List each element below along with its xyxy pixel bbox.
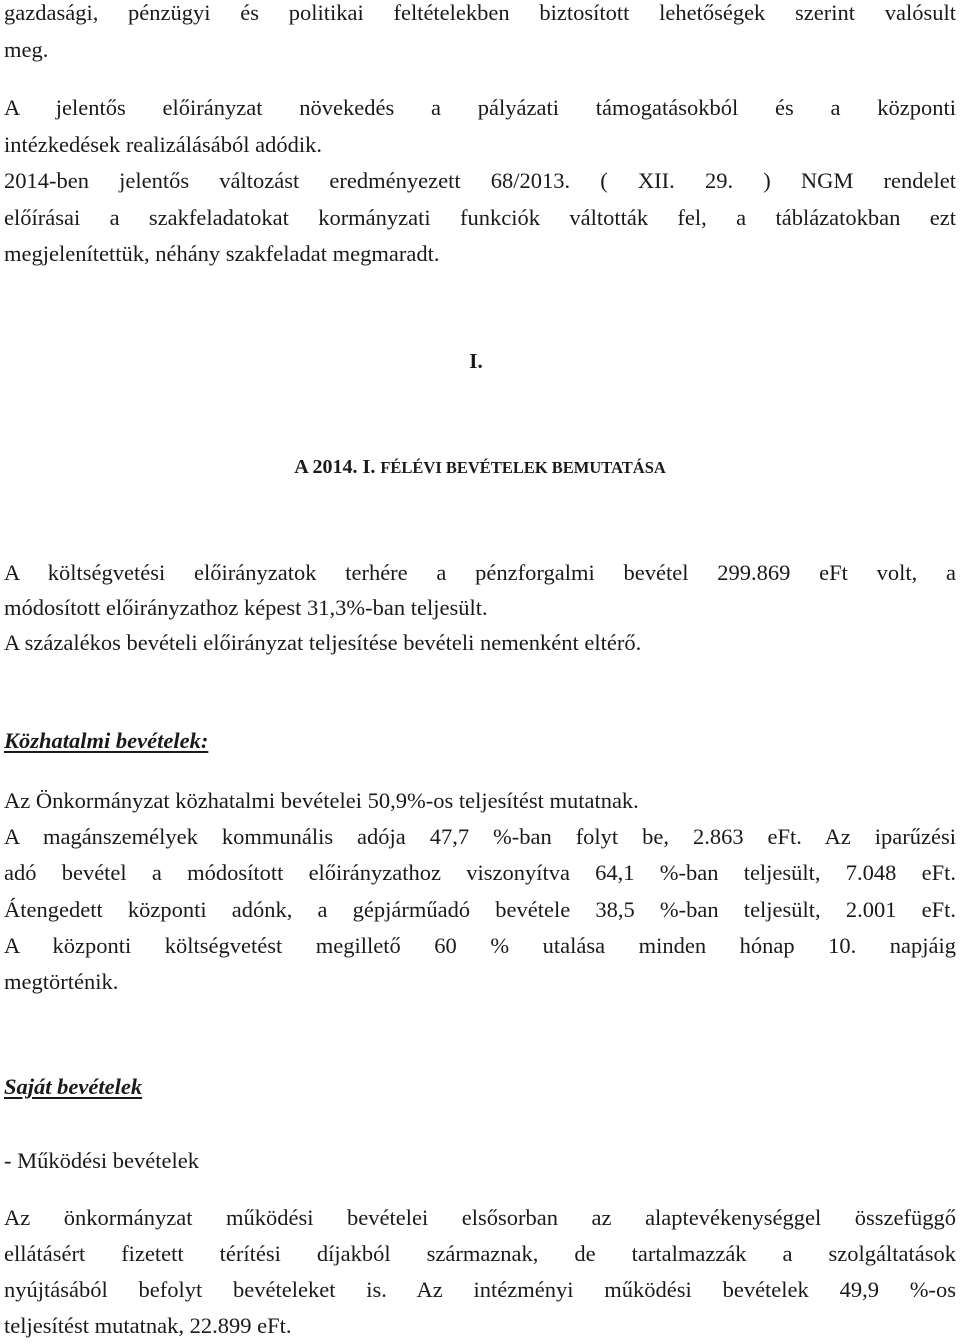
own-revenue-paragraph — [4, 1200, 956, 1344]
operating-revenue-subtitle: - Működési bevételek — [4, 1148, 199, 1173]
section-roman: I. — [469, 349, 483, 373]
public-revenue-paragraph — [4, 783, 956, 1000]
text-line: A magánszemélyek kommunális adója 47,7 %-ban folyt be, 2.863 eFt. Az iparűzési — [4, 824, 956, 850]
text-line: megtörténik. — [4, 969, 119, 995]
text-line: adó bevétel a módosított előirányzathoz viszonyítva 64,1 %-ban teljesült, 7.048 eFt. — [4, 860, 956, 886]
text-line: Az Önkormányzat közhatalmi bevételei 50,9%-os teljesítést mutatnak. — [4, 788, 639, 813]
text-line: meg. — [4, 36, 49, 62]
text-line: megjelenítettük, néhány szakfeladat megmaradt. — [4, 241, 440, 266]
text-line: Az önkormányzat működési bevételei elsősorban az alaptevékenységgel összefüggő — [4, 1205, 956, 1230]
text-line: A költségvetési előirányzatok terhére a pénzforgalmi bevétel 299.869 eFt volt, a — [4, 560, 956, 585]
text-line: Átengedett központi adónk, a gépjárműadó bevétele 38,5 %-ban teljesült, 2.001 eFt. — [4, 896, 956, 922]
intro-paragraph-1 — [4, 0, 956, 68]
heading-rest: FÉLÉVI BEVÉTELEK BEMUTATÁSA — [380, 458, 666, 477]
heading-prefix: A 2014. I. — [294, 456, 376, 478]
text-line: előírásai a szakfeladatokat kormányzati funkciók váltották fel, a táblázatokban ezt — [4, 204, 956, 230]
own-revenue-title: Saját bevételek — [4, 1074, 143, 1099]
text-line: intézkedések realizálásából adódik. — [4, 131, 322, 157]
section-number — [4, 346, 956, 376]
text-line: teljesítést mutatnak, 22.899 eFt. — [4, 1313, 292, 1338]
text-line: nyújtásából befolyt bevételeket is. Az intézményi működési bevételek 49,9 %-os — [4, 1277, 956, 1302]
summary-paragraph — [4, 555, 956, 660]
text-line: A százalékos bevételi előirányzat teljesítése bevételi nemenként eltérő. — [4, 630, 642, 655]
public-revenue-title: Közhatalmi bevételek: — [4, 728, 209, 753]
text-line: módosított előirányzathoz képest 31,3%-ban teljesült. — [4, 595, 488, 620]
text-line: 2014-ben jelentős változást eredményezett 68/2013. ( XII. 29. ) NGM rendelet — [4, 168, 956, 193]
intro-paragraph-2 — [4, 90, 956, 273]
section-heading — [4, 452, 956, 483]
text-line: A jelentős előirányzat növekedés a pályázati támogatásokból és a központi — [4, 95, 956, 120]
text-line: gazdasági, pénzügyi és politikai feltételekben biztosított lehetőségek szerint valósult — [4, 0, 956, 25]
text-line: A központi költségvetést megillető 60 % utalása minden hónap 10. napjáig — [4, 932, 956, 958]
text-line: ellátásért fizetett térítési díjakból származnak, de tartalmazzák a szolgáltatások — [4, 1241, 956, 1266]
